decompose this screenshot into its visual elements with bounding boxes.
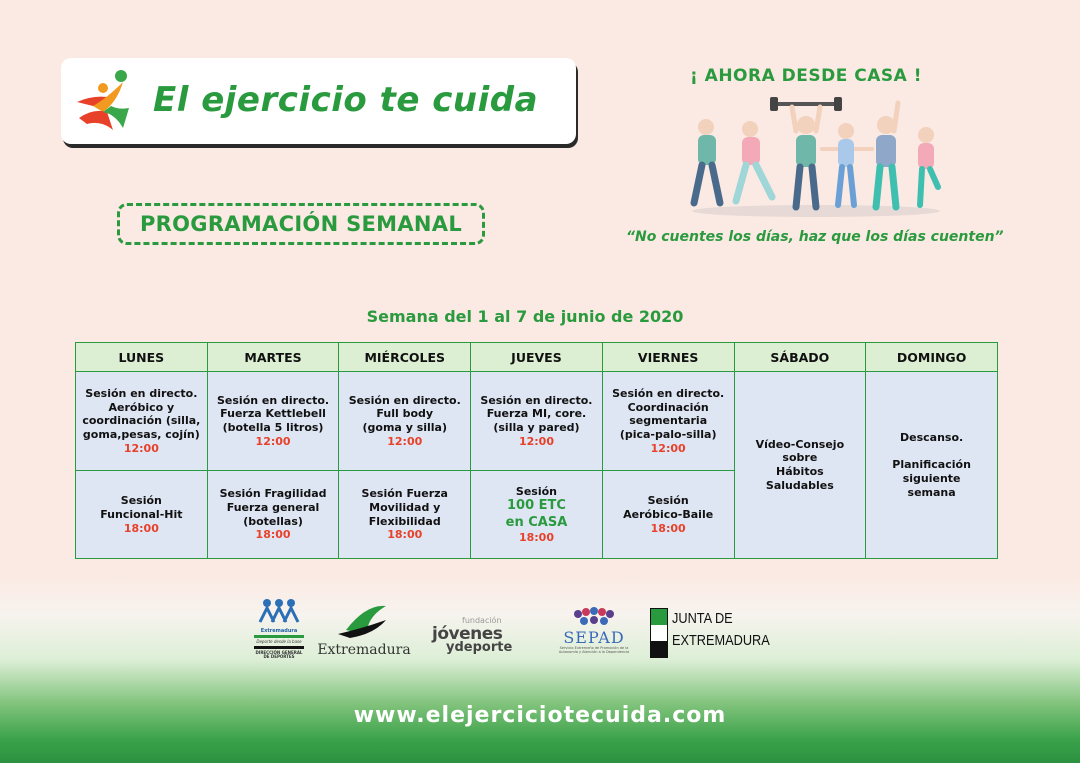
session-time: 18:00 [123, 521, 159, 535]
session-line: Movilidad y [369, 500, 441, 514]
motivational-quote: “No cuentes los días, haz que los días cuenten” [626, 229, 1004, 245]
session-line: Saludables [765, 478, 834, 492]
session-cell [207, 471, 339, 559]
session-line: Fuerza MI, core. [486, 407, 587, 421]
session-line: Descanso. [900, 430, 964, 444]
divider [254, 646, 304, 649]
program-label-box [117, 203, 485, 245]
session-line: siguiente [902, 471, 961, 485]
day-header: LUNES [76, 343, 208, 372]
sponsor-text: Servicio Extremeño de Promoción de la Autonomía y Atención a la Dependencia [558, 646, 630, 654]
session-line: (botellas) [243, 514, 303, 528]
extremadura-logo [316, 600, 412, 662]
session-line: coordinación (silla, [82, 414, 201, 428]
session-cell [602, 372, 734, 471]
session-line: sobre [782, 451, 818, 465]
session-line: Funcional-Hit [100, 507, 183, 521]
session-time: 12:00 [387, 434, 423, 448]
session-cell [602, 471, 734, 559]
session-line: Flexibilidad [368, 514, 441, 528]
sponsor-text: DIRECCIÓN GENERAL DE DEPORTES [255, 650, 303, 660]
sponsor-text: Deporte desde la base [256, 639, 302, 644]
sepad-logo [552, 606, 636, 658]
session-line: Full body [376, 407, 434, 421]
session-line: segmentaria [629, 414, 708, 428]
session-cell [207, 372, 339, 471]
sponsor-text: fundación [462, 616, 502, 625]
day-header: VIERNES [602, 343, 734, 372]
session-time: 18:00 [255, 528, 291, 542]
swallow-icon [316, 600, 412, 638]
sunday-cell [866, 372, 998, 559]
dots-icon [564, 606, 624, 628]
divider [254, 635, 304, 638]
extremadura-sports-logo [254, 598, 304, 666]
session-time: 12:00 [518, 434, 554, 448]
session-time: 18:00 [650, 521, 686, 535]
day-header: DOMINGO [866, 343, 998, 372]
session-line: Sesión en directo. [480, 393, 593, 407]
logo-title: El ejercicio te cuida [153, 80, 539, 120]
session-cell [471, 372, 603, 471]
session-line: Sesión Fuerza [361, 487, 448, 501]
sponsor-text: Extremadura [317, 642, 411, 658]
session-line: Sesión en directo. [348, 393, 461, 407]
session-time: 12:00 [650, 441, 686, 455]
session-line: Sesión Fragilidad [219, 487, 327, 501]
session-line: Vídeo-Consejo [755, 437, 845, 451]
session-time: 18:00 [518, 530, 554, 544]
logo-banner [61, 58, 576, 144]
saturday-cell [734, 372, 866, 559]
website-link[interactable]: www.elejerciciotecuida.com [353, 703, 727, 728]
session-line: goma,pesas, cojín) [82, 428, 200, 442]
session-line: Sesión en directo. [85, 386, 198, 400]
session-highlight: 100 ETC [506, 498, 566, 514]
day-header: MARTES [207, 343, 339, 372]
spacer-line [869, 444, 994, 458]
session-cell [339, 471, 471, 559]
session-line: Sesión [120, 494, 162, 508]
flag-icon [650, 608, 668, 658]
session-line: Sesión [515, 484, 557, 498]
session-line: Sesión en directo. [217, 393, 330, 407]
sponsor-text: Extremadura [260, 628, 298, 634]
seniors-exercising-illustration [688, 95, 944, 217]
session-time: 12:00 [123, 441, 159, 455]
running-figure-logo-icon [73, 68, 135, 134]
tagline: ¡ AHORA DESDE CASA ! [690, 66, 922, 86]
schedule-table [75, 342, 998, 559]
session-line: (goma y silla) [362, 421, 447, 435]
session-cell [76, 372, 208, 471]
program-label: PROGRAMACIÓN SEMANAL [139, 212, 462, 236]
schedule-header-row [76, 343, 998, 372]
session-time: 12:00 [255, 434, 291, 448]
session-line: Coordinación [627, 400, 709, 414]
sponsor-text: EXTREMADURA [672, 632, 770, 649]
session-cell [339, 372, 471, 471]
day-header: JUEVES [471, 343, 603, 372]
sponsor-text: ydeporte [446, 640, 513, 655]
session-line: Aeróbico y [108, 400, 175, 414]
session-time: 18:00 [387, 528, 423, 542]
schedule-row-morning [76, 372, 998, 471]
sponsor-logos [250, 598, 790, 668]
sponsor-text: JUNTA DE [672, 610, 733, 627]
session-highlight: en CASA [505, 514, 568, 530]
session-line: Hábitos [776, 465, 824, 478]
session-line: Sesión en directo. [612, 386, 725, 400]
session-line: Fuerza general [226, 500, 320, 514]
session-line: Sesión [647, 494, 689, 508]
session-line: (pica-palo-silla) [619, 428, 717, 442]
sponsor-text: SEPAD [563, 628, 625, 647]
day-header: MIÉRCOLES [339, 343, 471, 372]
session-line: Planificación [892, 458, 971, 472]
junta-extremadura-logo [650, 608, 780, 658]
session-line: Aeróbico-Baile [623, 507, 714, 521]
people-icon [254, 598, 304, 624]
jovenes-deporte-logo [432, 616, 532, 656]
week-label: Semana del 1 al 7 de junio de 2020 [366, 307, 684, 326]
session-cell [76, 471, 208, 559]
sponsor-text: jóvenes [432, 624, 503, 644]
day-header: SÁBADO [734, 343, 866, 372]
session-line: (silla y pared) [493, 421, 580, 435]
session-line: Fuerza Kettlebell [220, 407, 326, 421]
session-line: semana [907, 485, 956, 499]
session-cell [471, 471, 603, 559]
session-line: (botella 5 litros) [222, 421, 324, 435]
